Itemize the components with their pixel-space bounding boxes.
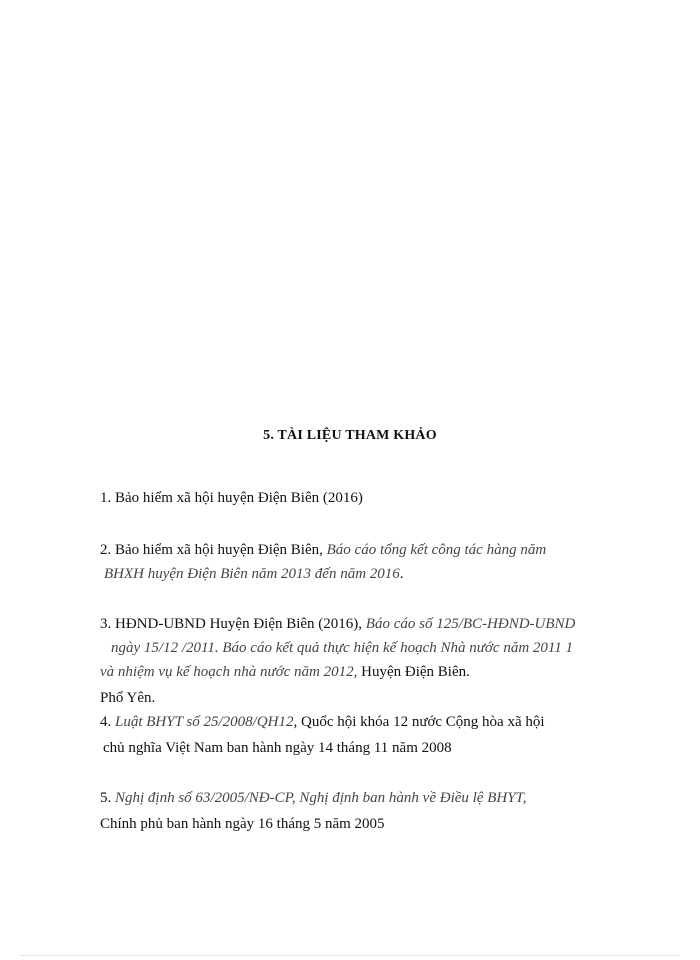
reference-text: 2. Bảo hiểm xã hội huyện Điện Biên, [100, 542, 327, 558]
page-bottom-rule [20, 955, 680, 956]
reference-text: Huyện Điện Biên. [357, 664, 470, 680]
reference-text: 4. [100, 714, 115, 730]
reference-text: 5. [100, 790, 115, 806]
reference-line [100, 815, 385, 833]
reference-italic-text: và nhiệm vụ kế hoạch nhà nước năm 2012, [100, 664, 358, 680]
reference-line [104, 565, 404, 583]
reference-text: 1. Bảo hiểm xã hội huyện Điện Biên (2016) [100, 490, 363, 506]
reference-italic-text: Báo cáo số 125/BC-HĐND-UBND [365, 616, 576, 632]
reference-text: Phổ Yên. [100, 690, 156, 706]
reference-text: . [399, 566, 404, 582]
reference-text: 3. HĐND-UBND Huyện Điện Biên (2016), [100, 616, 366, 632]
reference-text: chủ nghĩa Việt Nam ban hành ngày 14 tháng 11 năm 2008 [103, 740, 452, 756]
reference-line [103, 739, 452, 757]
reference-italic-text: Báo cáo tổng kết công tác hàng năm [326, 542, 547, 558]
reference-italic-text: BHXH huyện Điện Biên năm 2013 đến năm 2016 [104, 566, 400, 582]
reference-line [100, 615, 575, 633]
reference-text: Chính phủ ban hành ngày 16 tháng 5 năm 2005 [100, 816, 385, 832]
reference-italic-text: Nghị định số 63/2005/NĐ-CP, Nghị định ban hành về Điều lệ BHYT, [115, 790, 527, 806]
reference-line [111, 639, 573, 657]
reference-line [100, 541, 546, 559]
reference-text: , Quốc hội khóa 12 nước Cộng hòa xã hội [293, 714, 545, 730]
reference-line [100, 789, 527, 807]
reference-line [100, 713, 545, 731]
reference-line [100, 489, 363, 507]
reference-italic-text: Luật BHYT số 25/2008/QH12 [115, 714, 294, 730]
reference-line [100, 689, 155, 707]
reference-italic-text: ngày 15/12 /2011. Báo cáo kết quả thực hiện kế hoạch Nhà nước năm 2011 1 [111, 640, 574, 656]
section-heading: 5. TÀI LIỆU THAM KHẢO [263, 428, 437, 443]
reference-line [100, 663, 470, 681]
